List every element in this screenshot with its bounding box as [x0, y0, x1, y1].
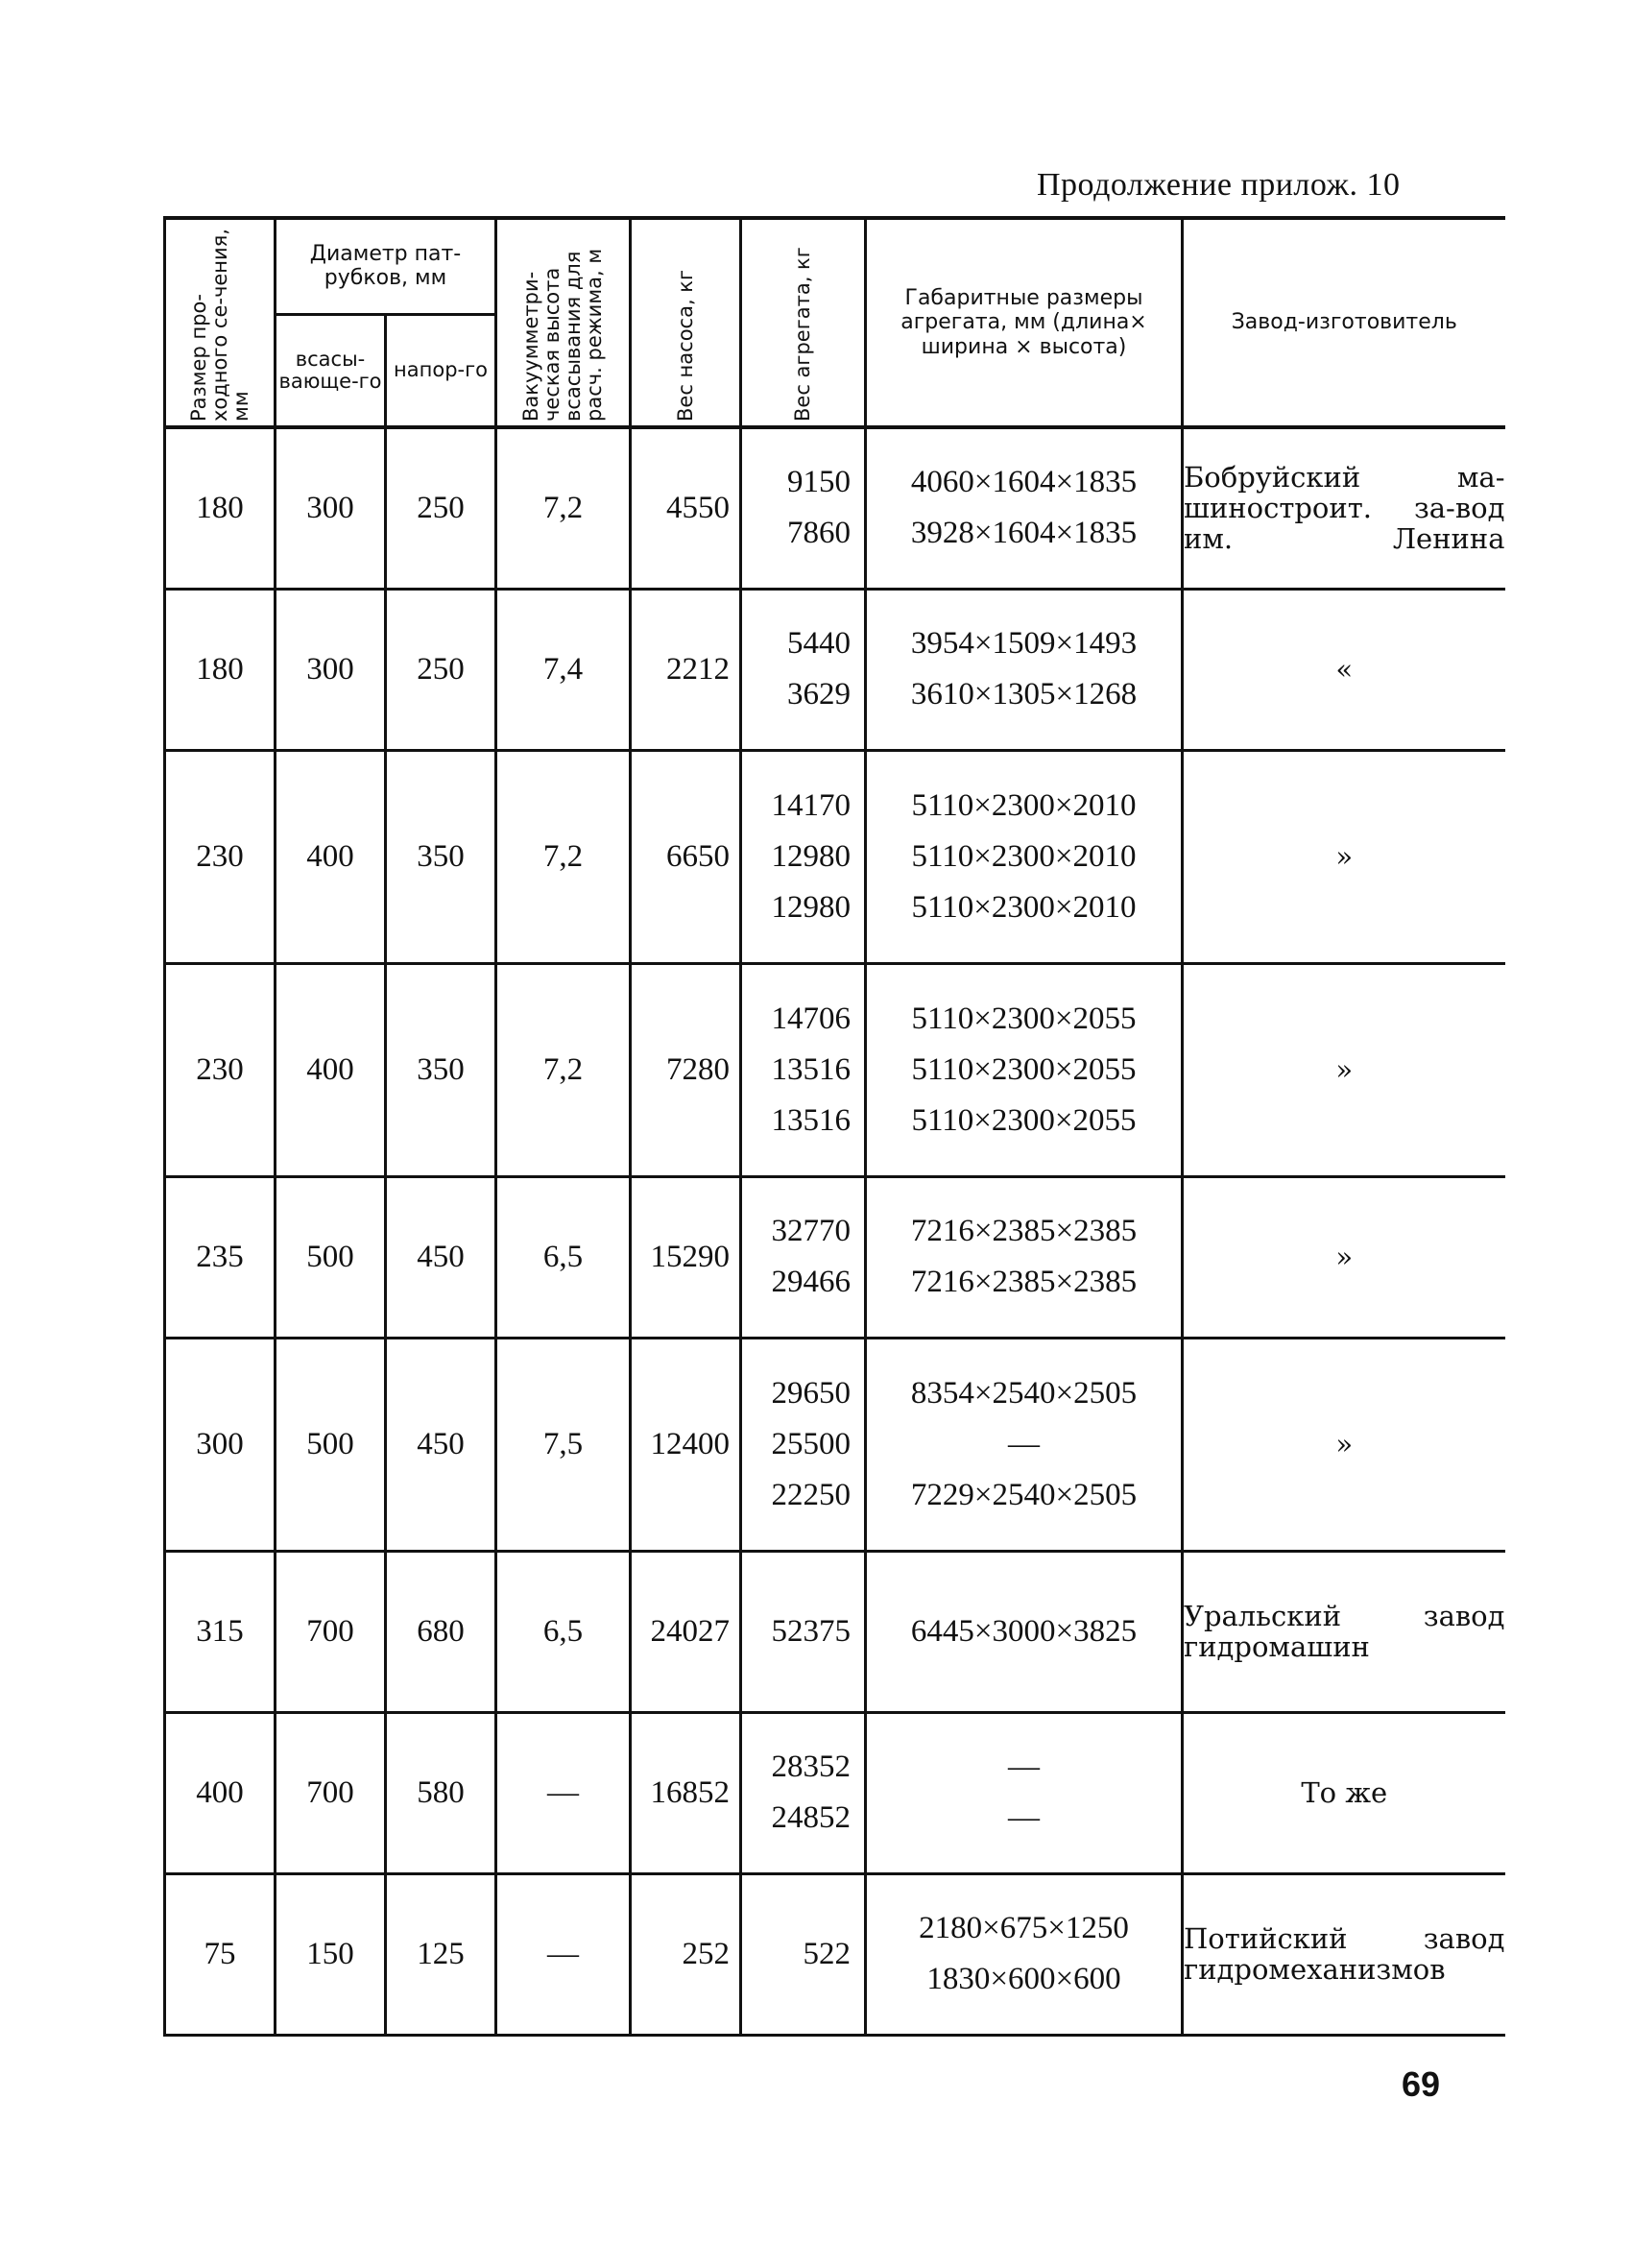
cell-vacuum: —	[496, 1873, 631, 2035]
cell-pump-weight: 15290	[631, 1176, 741, 1338]
table-row	[165, 1338, 1505, 1551]
cell-unit-weight-line: 3629	[787, 677, 851, 712]
cell-dimensions	[866, 1338, 1183, 1551]
cell-suction: 300	[276, 589, 386, 750]
cell-vacuum: 6,5	[496, 1551, 631, 1712]
cell-dimensions-line: 3954×1509×1493	[910, 626, 1138, 661]
page-number: 69	[1402, 2064, 1441, 2104]
cell-pressure: 350	[386, 750, 496, 963]
cell-unit-weight-line: 25500	[771, 1426, 851, 1461]
cell-dimensions-line: 5110×2300×2055	[911, 1001, 1137, 1036]
cell-unit-weight	[741, 1873, 866, 2035]
cell-suction: 700	[276, 1551, 386, 1712]
cell-maker: »	[1183, 750, 1505, 963]
cell-dimensions-line: —	[1008, 1749, 1040, 1784]
cell-dimensions-line: 2180×675×1250	[919, 1911, 1129, 1945]
cell-dimensions	[866, 427, 1183, 589]
cell-size: 230	[165, 750, 276, 963]
cell-dimensions	[866, 750, 1183, 963]
cell-dimensions-line: —	[1008, 1800, 1040, 1835]
header-diameter	[276, 218, 496, 314]
cell-dimensions	[866, 1551, 1183, 1712]
cell-unit-weight-line: 12980	[771, 838, 851, 874]
cell-vacuum: 7,2	[496, 963, 631, 1176]
cell-dimensions-line: 1830×600×600	[926, 1962, 1121, 1996]
cell-unit-weight-line: 13516	[771, 1102, 851, 1138]
cell-suction: 700	[276, 1712, 386, 1873]
cell-dimensions-line: 3610×1305×1268	[910, 677, 1138, 712]
cell-maker: Уральский завод гидромашин	[1183, 1551, 1505, 1712]
cell-unit-weight	[741, 1338, 866, 1551]
cell-dimensions	[866, 1712, 1183, 1873]
cell-vacuum: —	[496, 1712, 631, 1873]
cell-size: 180	[165, 427, 276, 589]
header-size	[165, 218, 276, 427]
table-row	[165, 1712, 1505, 1873]
cell-dimensions-line: 5110×2300×2010	[911, 838, 1137, 874]
cell-suction: 400	[276, 750, 386, 963]
cell-unit-weight-line: 24852	[771, 1800, 851, 1835]
cell-size: 75	[165, 1873, 276, 2035]
cell-pump-weight: 7280	[631, 963, 741, 1176]
cell-size: 315	[165, 1551, 276, 1712]
header-diameter-text: Диаметр пат-рубков, мм	[309, 241, 462, 291]
cell-suction: 300	[276, 427, 386, 589]
header-maker	[1183, 218, 1505, 427]
cell-dimensions-line: —	[1008, 1426, 1040, 1461]
cell-vacuum: 7,2	[496, 750, 631, 963]
header-pressure	[386, 314, 496, 427]
cell-pressure: 450	[386, 1338, 496, 1551]
cell-unit-weight-line: 52375	[771, 1613, 851, 1649]
header-unit-weight	[741, 218, 866, 427]
table-row	[165, 1551, 1505, 1712]
cell-maker: То же	[1183, 1712, 1505, 1873]
cell-suction: 500	[276, 1176, 386, 1338]
cell-unit-weight-line: 5440	[787, 626, 851, 661]
cell-pump-weight: 24027	[631, 1551, 741, 1712]
cell-unit-weight-line: 29466	[771, 1265, 851, 1299]
cell-vacuum: 7,4	[496, 589, 631, 750]
cell-dimensions	[866, 1176, 1183, 1338]
cell-unit-weight-line: 29650	[771, 1375, 851, 1411]
cell-suction: 400	[276, 963, 386, 1176]
cell-dimensions	[866, 1873, 1183, 2035]
header-pump-weight-text: Вес насоса, кг	[673, 269, 697, 422]
header-dimensions-text: Габаритные размеры агрегата, мм (длина× ширина × высота)	[900, 286, 1147, 359]
cell-unit-weight	[741, 1712, 866, 1873]
cell-suction: 150	[276, 1873, 386, 2035]
cell-pump-weight: 6650	[631, 750, 741, 963]
cell-pressure: 350	[386, 963, 496, 1176]
cell-pressure: 250	[386, 427, 496, 589]
cell-vacuum: 7,5	[496, 1338, 631, 1551]
cell-unit-weight	[741, 427, 866, 589]
cell-vacuum: 6,5	[496, 1176, 631, 1338]
cell-pump-weight: 16852	[631, 1712, 741, 1873]
cell-unit-weight	[741, 1551, 866, 1712]
cell-pump-weight: 2212	[631, 589, 741, 750]
cell-dimensions	[866, 963, 1183, 1176]
cell-dimensions-line: 3928×1604×1835	[910, 516, 1138, 551]
cell-maker: «	[1183, 589, 1505, 750]
cell-dimensions-line: 5110×2300×2010	[911, 787, 1137, 823]
cell-maker: Бобруйский ма-шиностроит. за-вод им. Ленина	[1183, 427, 1505, 589]
cell-maker: »	[1183, 963, 1505, 1176]
cell-pressure: 125	[386, 1873, 496, 2035]
cell-pressure: 450	[386, 1176, 496, 1338]
cell-maker: Потийский завод гидромеханизмов	[1183, 1873, 1505, 2035]
page-caption: Продолжение прилож. 10	[1037, 167, 1401, 203]
cell-pump-weight: 4550	[631, 427, 741, 589]
header-vacuum-text: Вакуумметри-ческая высота всасывания для расч. режима, м	[519, 248, 607, 422]
table-row	[165, 589, 1505, 750]
table-row	[165, 1176, 1505, 1338]
cell-maker: »	[1183, 1176, 1505, 1338]
cell-unit-weight-line: 522	[803, 1936, 851, 1971]
cell-dimensions-line: 4060×1604×1835	[910, 465, 1138, 500]
cell-unit-weight	[741, 750, 866, 963]
cell-vacuum: 7,2	[496, 427, 631, 589]
cell-unit-weight-line: 9150	[787, 465, 851, 500]
cell-unit-weight-line: 32770	[771, 1214, 851, 1248]
table-row	[165, 427, 1505, 589]
cell-pump-weight: 252	[631, 1873, 741, 2035]
header-vacuum	[496, 218, 631, 427]
cell-dimensions-line: 6445×3000×3825	[910, 1613, 1138, 1649]
cell-unit-weight-line: 14706	[771, 1001, 851, 1036]
cell-unit-weight-line: 28352	[771, 1749, 851, 1784]
cell-unit-weight-line: 12980	[771, 889, 851, 925]
cell-unit-weight	[741, 1176, 866, 1338]
header-maker-text: Завод-изготовитель	[1231, 310, 1457, 335]
cell-pump-weight: 12400	[631, 1338, 741, 1551]
cell-pressure: 580	[386, 1712, 496, 1873]
table-body	[165, 427, 1505, 2035]
cell-unit-weight	[741, 589, 866, 750]
cell-dimensions-line: 7229×2540×2505	[910, 1477, 1138, 1512]
pump-table	[163, 216, 1505, 2037]
header-size-text: Размер про-ходного се-чения, мм	[186, 229, 253, 422]
cell-unit-weight-line: 14170	[771, 787, 851, 823]
cell-size: 300	[165, 1338, 276, 1551]
cell-dimensions-line: 8354×2540×2505	[910, 1375, 1138, 1411]
table-row	[165, 963, 1505, 1176]
header-dimensions	[866, 218, 1183, 427]
cell-dimensions-line: 5110×2300×2010	[911, 889, 1137, 925]
header-pump-weight	[631, 218, 741, 427]
cell-pressure: 680	[386, 1551, 496, 1712]
header-unit-weight-text: Вес агрегата, кг	[791, 247, 815, 422]
cell-unit-weight-line: 7860	[787, 516, 851, 551]
table-row	[165, 1873, 1505, 2035]
cell-dimensions-line: 7216×2385×2385	[910, 1214, 1138, 1248]
cell-dimensions-line: 7216×2385×2385	[910, 1265, 1138, 1299]
cell-unit-weight-line: 13516	[771, 1051, 851, 1087]
cell-pressure: 250	[386, 589, 496, 750]
header-suction-text: всасы-вающе-го	[278, 347, 382, 393]
cell-unit-weight-line: 22250	[771, 1477, 851, 1512]
cell-dimensions	[866, 589, 1183, 750]
cell-unit-weight	[741, 963, 866, 1176]
cell-size: 400	[165, 1712, 276, 1873]
header-suction	[276, 314, 386, 427]
cell-size: 180	[165, 589, 276, 750]
cell-suction: 500	[276, 1338, 386, 1551]
cell-size: 230	[165, 963, 276, 1176]
cell-maker: »	[1183, 1338, 1505, 1551]
cell-dimensions-line: 5110×2300×2055	[911, 1102, 1137, 1138]
header-pressure-text: напор-го	[394, 358, 488, 382]
cell-dimensions-line: 5110×2300×2055	[911, 1051, 1137, 1087]
cell-size: 235	[165, 1176, 276, 1338]
table-row	[165, 750, 1505, 963]
